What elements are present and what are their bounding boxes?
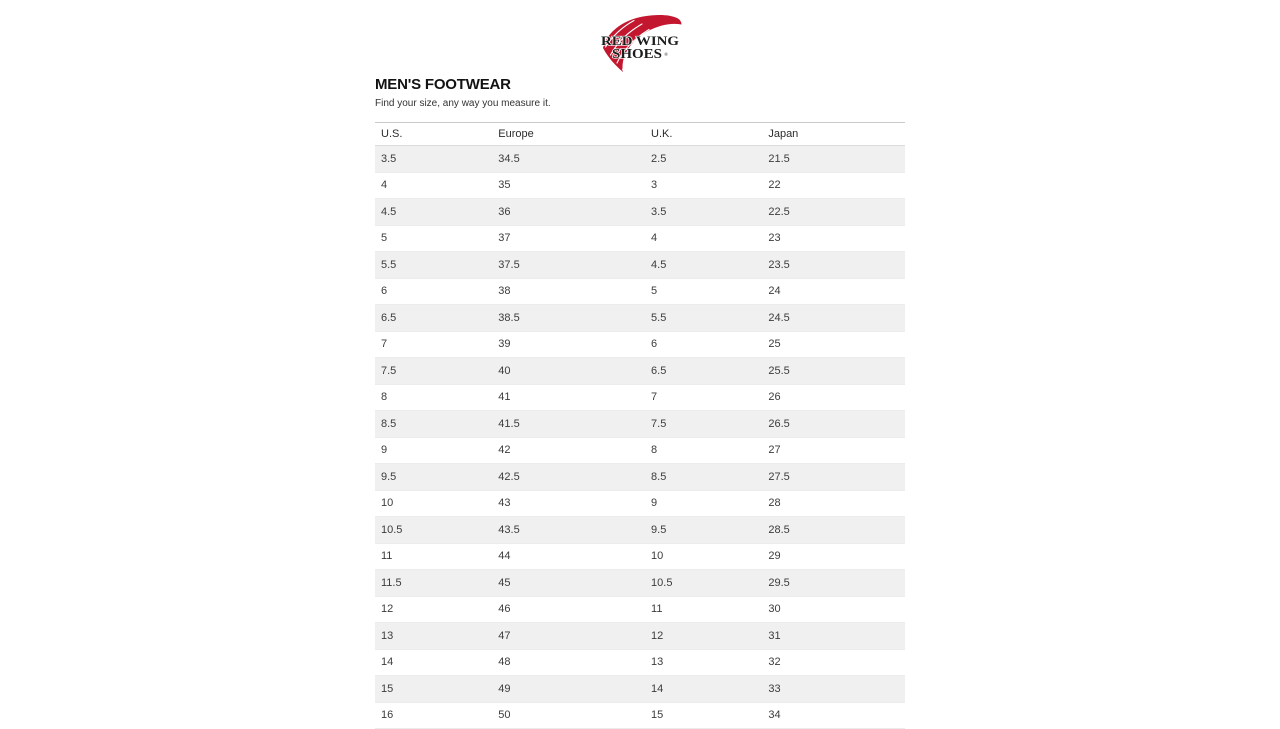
size-cell: 46 [498,603,511,616]
size-cell: 7.5 [381,364,397,377]
size-cell: 8.5 [651,470,667,483]
page-subtitle: Find your size, any way you measure it. [375,98,551,109]
size-cell: 9 [651,497,658,510]
table-row [375,464,905,491]
size-cell: 6 [651,338,658,351]
size-cell: 13 [651,656,664,669]
table-row [375,225,905,252]
table-row [375,490,905,517]
size-cell: 14 [651,682,664,695]
size-cell: 7 [381,338,388,351]
size-conversion-table [375,122,905,729]
table-row [375,331,905,358]
size-cell: 10.5 [381,523,403,536]
size-cell: 2.5 [651,152,667,165]
size-cell: 22.5 [768,205,790,218]
table-row [375,146,905,173]
size-cell: 33 [768,682,781,695]
size-cell: 7.5 [651,417,667,430]
size-cell: 7 [651,391,658,404]
size-cell: 10 [381,497,394,510]
size-cell: 40 [498,364,511,377]
size-cell: 25 [768,338,781,351]
table-row [375,358,905,385]
size-cell: 11 [381,550,393,563]
size-cell: 47 [498,629,511,642]
table-row [375,702,905,729]
size-cell: 23 [768,232,781,245]
size-cell: 8 [651,444,658,457]
size-cell: 39 [498,338,511,351]
table-row [375,570,905,597]
red-wing-shoes-logo[interactable] [595,12,685,74]
size-cell: 24 [768,285,781,298]
size-cell: 6 [381,285,388,298]
site-header [375,0,905,74]
size-cell: 37.5 [498,258,520,271]
size-cell: 29 [768,550,781,563]
size-cell: 5 [381,232,388,245]
size-cell: 8.5 [381,417,397,430]
size-cell: 6.5 [651,364,667,377]
size-cell: 11.5 [381,576,402,589]
table-row [375,199,905,226]
column-header-europe: Europe [492,123,645,146]
size-cell: 15 [651,709,664,722]
size-cell: 41.5 [498,417,520,430]
size-cell: 10 [651,550,664,563]
size-cell: 28.5 [768,523,790,536]
size-cell: 29.5 [768,576,790,589]
size-cell: 12 [651,629,664,642]
size-cell: 10.5 [651,576,673,589]
size-cell: 43.5 [498,523,520,536]
size-cell: 27.5 [768,470,790,483]
size-cell: 4 [381,179,388,192]
size-cell: 22 [768,179,781,192]
column-header-japan: Japan [762,123,905,146]
size-cell: 37 [498,232,511,245]
table-row [375,305,905,332]
size-cell: 31 [768,629,781,642]
table-row [375,543,905,570]
size-cell: 11 [651,603,663,616]
table-row [375,252,905,279]
size-cell: 5 [651,285,658,298]
column-header-us: U.S. [375,123,492,146]
table-body [375,146,905,729]
table-row [375,172,905,199]
size-cell: 38.5 [498,311,520,324]
size-cell: 32 [768,656,781,669]
size-cell: 42 [498,444,511,457]
registered-trademark-symbol: ® [664,52,668,57]
size-cell: 43 [498,497,511,510]
logo-text-line2: SHOES [612,46,662,61]
size-cell: 36 [498,205,511,218]
table-row [375,676,905,703]
table-header-row [375,123,905,146]
size-cell: 23.5 [768,258,790,271]
table-row [375,517,905,544]
size-guide-page [375,0,905,729]
size-cell: 3.5 [651,205,667,218]
table-row [375,278,905,305]
size-cell: 15 [381,682,394,695]
size-cell: 3.5 [381,152,397,165]
size-cell: 4.5 [651,258,667,271]
size-cell: 21.5 [768,152,790,165]
size-cell: 41 [498,391,511,404]
table-row [375,411,905,438]
size-cell: 13 [381,629,394,642]
size-cell: 3 [651,179,658,192]
size-cell: 34.5 [498,152,520,165]
size-cell: 42.5 [498,470,520,483]
size-cell: 25.5 [768,364,790,377]
size-cell: 44 [498,550,511,563]
size-cell: 30 [768,603,781,616]
size-cell: 16 [381,709,394,722]
size-cell: 12 [381,603,394,616]
size-cell: 6.5 [381,311,397,324]
table-row [375,437,905,464]
size-cell: 28 [768,497,781,510]
size-cell: 50 [498,709,511,722]
size-cell: 9.5 [381,470,397,483]
size-cell: 27 [768,444,781,457]
size-cell: 5.5 [381,258,397,271]
size-cell: 26 [768,391,781,404]
table-row [375,384,905,411]
size-cell: 9.5 [651,523,667,536]
size-cell: 34 [768,709,781,722]
table-row [375,623,905,650]
size-cell: 48 [498,656,511,669]
size-cell: 9 [381,444,388,457]
size-cell: 45 [498,576,511,589]
table-header [375,123,905,146]
size-cell: 26.5 [768,417,790,430]
page-title: MEN'S FOOTWEAR [375,76,511,93]
size-cell: 4.5 [381,205,397,218]
size-cell: 38 [498,285,511,298]
size-chart-section [375,77,905,729]
size-cell: 35 [498,179,511,192]
size-cell: 4 [651,232,658,245]
table-row [375,596,905,623]
size-cell: 5.5 [651,311,667,324]
size-cell: 49 [498,682,511,695]
table-row [375,649,905,676]
logo-text-line1: RED WING [601,34,680,48]
size-cell: 14 [381,656,394,669]
size-cell: 8 [381,391,388,404]
size-cell: 24.5 [768,311,790,324]
column-header-uk: U.K. [645,123,762,146]
